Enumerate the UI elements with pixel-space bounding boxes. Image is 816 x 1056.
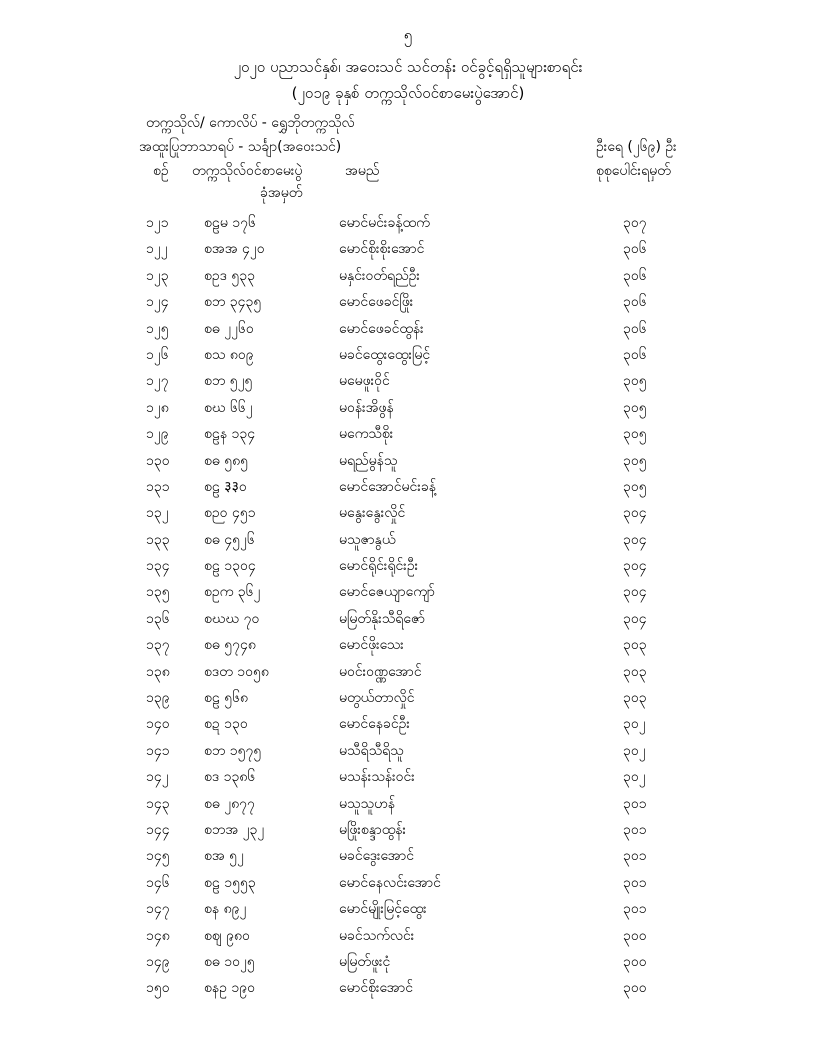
roll-number: စဓ ၅၈၅ bbox=[204, 452, 248, 469]
total-marks: ၃၀၁ bbox=[623, 874, 647, 891]
row-number: ၁၂၂ bbox=[146, 241, 168, 258]
student-name: မဝင်းဝဏ္ဏအောင် bbox=[339, 663, 422, 680]
row-number: ၁၄၉ bbox=[146, 953, 170, 970]
roll-number: စသ ၈၀၉ bbox=[204, 346, 254, 363]
roll-number: စဉဝ ၄၅၁ bbox=[204, 505, 256, 522]
student-name: မသန်းသန်းဝင်း bbox=[339, 769, 415, 786]
student-name: မောင်နေလင်းအောင် bbox=[339, 874, 441, 891]
column-header-roll-sub: ခုံအမှတ် bbox=[260, 185, 303, 201]
subject-line: အထူးပြုဘာသာရပ် - သင်္ချာ(အဝေးသင်) bbox=[139, 139, 342, 155]
roll-number: စဒ ၁၃၈၆ bbox=[204, 769, 256, 786]
total-marks: ၃၀၄ bbox=[623, 505, 647, 522]
student-name: မောင်စိုးစိုးအောင် bbox=[339, 241, 425, 258]
document-title: ၂၀၂၀ ပညာသင်နှစ်၊ အဝေးသင် သင်တန်း ဝင်ခွင့်ရရှိသူများစာရင်း bbox=[233, 58, 583, 76]
total-marks: ၃၀၂ bbox=[623, 716, 646, 733]
table-row bbox=[0, 236, 816, 262]
table-row bbox=[0, 448, 816, 474]
table-row bbox=[0, 500, 816, 526]
total-marks: ၃၀၃ bbox=[623, 637, 647, 654]
table-row bbox=[0, 843, 816, 869]
row-number: ၁၄၅ bbox=[146, 848, 170, 865]
roll-number: စဠ ၁၅၅၃ bbox=[204, 874, 256, 891]
row-number: ၁၃၆ bbox=[146, 610, 170, 627]
student-name: မောင်မျိုးမြင့်ထွေး bbox=[339, 901, 427, 918]
total-marks: ၃၀၃ bbox=[623, 663, 647, 680]
student-name: မခင်ဒွေးအောင် bbox=[339, 848, 414, 865]
roll-number: စအအ ၄၂၀ bbox=[204, 241, 265, 258]
table-row bbox=[0, 870, 816, 896]
total-marks: ၃၀၄ bbox=[623, 610, 647, 627]
row-number: ၁၄၁ bbox=[146, 742, 170, 759]
table-row bbox=[0, 659, 816, 685]
row-number: ၁၃၅ bbox=[146, 584, 170, 601]
row-number: ၁၃၀ bbox=[146, 452, 170, 469]
table-row bbox=[0, 368, 816, 394]
table-row bbox=[0, 210, 816, 236]
student-name: မဝန်းအိဖွန် bbox=[339, 399, 394, 416]
total-marks: ၃၀၄ bbox=[623, 584, 647, 601]
student-name: မောင်ဇေယျာကျော် bbox=[339, 584, 435, 601]
total-marks: ၃၀၅ bbox=[623, 373, 647, 390]
roll-number: စဠန ၁၃၄ bbox=[204, 426, 256, 443]
roll-number: စဠ ३३၀ bbox=[204, 478, 247, 495]
total-marks: ၃၀၆ bbox=[623, 294, 647, 311]
table-row bbox=[0, 949, 816, 975]
student-name: မသူဇာနွယ် bbox=[339, 531, 396, 548]
roll-number: စဘအ ၂၃၂ bbox=[204, 821, 265, 838]
column-header-no: စဉ် bbox=[153, 163, 169, 179]
results-table bbox=[0, 210, 816, 1002]
roll-number: စဒတ ၁၀၅၈ bbox=[204, 663, 269, 680]
row-number: ၁၃၉ bbox=[146, 690, 170, 707]
total-marks: ၃၀၅ bbox=[623, 478, 647, 495]
total-marks: ၃၀၂ bbox=[623, 742, 646, 759]
student-name: မောင်အောင်မင်းခန့် bbox=[339, 478, 436, 495]
roll-number: စဥဒ ၅၃၃ bbox=[204, 267, 256, 284]
cutoff-count: ဦးရေ (၂၆၉) ဦး bbox=[596, 139, 677, 155]
total-marks: ၃၀၀ bbox=[623, 980, 647, 997]
student-name: မသီရိသီရိသူ bbox=[339, 742, 404, 759]
student-name: မမြတ်ဖူးငုံ bbox=[339, 953, 391, 970]
roll-number: စဓ ၁၀၂၅ bbox=[204, 953, 255, 970]
student-name: မတွယ်တာလှိုင် bbox=[339, 690, 415, 707]
student-name: မောင်ဖေခင်ဖြိုး bbox=[339, 294, 414, 311]
row-number: ၁၄၈ bbox=[146, 927, 170, 944]
column-header-roll: တက္ကသိုလ်ဝင်စာမေးပွဲ bbox=[192, 163, 303, 179]
document-subtitle: (၂၀၁၉ ခုနှစ် တက္ကသိုလ်ဝင်စာမေးပွဲအောင်) bbox=[291, 84, 525, 102]
table-row bbox=[0, 711, 816, 737]
column-header-marks: စုစုပေါင်းရမှတ် bbox=[596, 163, 671, 179]
student-name: မရည်မွန်သူ bbox=[339, 452, 398, 469]
roll-number: စဥက ၃၆၂ bbox=[204, 584, 261, 601]
table-row bbox=[0, 685, 816, 711]
row-number: ၁၅၀ bbox=[146, 980, 170, 997]
table-row bbox=[0, 764, 816, 790]
roll-number: စဠ ၅၆၈ bbox=[204, 690, 249, 707]
table-row bbox=[0, 738, 816, 764]
roll-number: စဃ ၆၆၂ bbox=[204, 399, 253, 416]
roll-number: စဘ ၃၄၃၅ bbox=[204, 294, 262, 311]
total-marks: ၃၀၅ bbox=[623, 399, 647, 416]
total-marks: ၃၀၅ bbox=[623, 426, 647, 443]
total-marks: ၃၀၆ bbox=[623, 346, 647, 363]
table-row bbox=[0, 395, 816, 421]
total-marks: ၃၀၂ bbox=[623, 769, 646, 786]
student-name: မမေဖူးဝိုင် bbox=[339, 373, 390, 390]
table-row bbox=[0, 342, 816, 368]
row-number: ၁၄၇ bbox=[146, 901, 170, 918]
row-number: ၁၄၆ bbox=[146, 874, 170, 891]
total-marks: ၃၀၀ bbox=[623, 953, 647, 970]
row-number: ၁၄၄ bbox=[146, 821, 170, 838]
student-name: မဖြိုးစန္ဒာထွန်း bbox=[339, 821, 407, 838]
total-marks: ၃၀၁ bbox=[623, 821, 647, 838]
roll-number: စဓ ၂၂၆၀ bbox=[204, 320, 254, 337]
roll-number: စန ၈၉၂ bbox=[204, 901, 247, 918]
student-name: မသူသူဟန် bbox=[339, 795, 396, 812]
total-marks: ၃၀၄ bbox=[623, 531, 647, 548]
roll-number: စဃဃ ၇၀ bbox=[204, 610, 260, 627]
student-name: မောင်ဖေခင်ထွန်း bbox=[339, 320, 424, 337]
student-name: မကေသီစိုး bbox=[339, 426, 394, 443]
student-name: မမြတ်နိုးသီရိဇော် bbox=[339, 610, 426, 627]
student-name: မနှင်းဝတ်ရည်ဦး bbox=[339, 267, 420, 284]
row-number: ၁၂၅ bbox=[146, 320, 169, 337]
table-row bbox=[0, 632, 816, 658]
total-marks: ၃၀၁ bbox=[623, 901, 647, 918]
total-marks: ၃၀၆ bbox=[623, 320, 647, 337]
row-number: ၁၄၃ bbox=[146, 795, 170, 812]
row-number: ၁၂၉ bbox=[146, 426, 169, 443]
table-row bbox=[0, 263, 816, 289]
row-number: ၁၂၈ bbox=[146, 399, 169, 416]
roll-number: စဘ ၅၂၅ bbox=[204, 373, 253, 390]
roll-number: စဓ ၅၇၄၈ bbox=[204, 637, 256, 654]
student-name: မောင်မင်းခန့်ထက် bbox=[339, 215, 430, 231]
table-row bbox=[0, 289, 816, 315]
total-marks: ၃၀၇ bbox=[623, 215, 647, 231]
roll-number: စအ ၅၂ bbox=[204, 848, 244, 865]
total-marks: ၃၀၃ bbox=[623, 690, 647, 707]
table-row bbox=[0, 579, 816, 605]
roll-number: စဓ ၄၅၂၆ bbox=[204, 531, 255, 548]
row-number: ၁၂၁ bbox=[146, 215, 169, 231]
row-number: ၁၂၆ bbox=[146, 346, 169, 363]
row-number: ၁၄၂ bbox=[146, 769, 169, 786]
roll-number: စဍ ၁၃၀ bbox=[204, 716, 248, 733]
total-marks: ၃၀၄ bbox=[623, 558, 647, 575]
row-number: ၁၃၈ bbox=[146, 663, 170, 680]
roll-number: စနဥ ၁၉၀ bbox=[204, 980, 255, 997]
roll-number: စဘ ၁၅၇၅ bbox=[204, 742, 262, 759]
row-number: ၁၂၃ bbox=[146, 267, 169, 284]
table-row bbox=[0, 421, 816, 447]
total-marks: ၃၀၀ bbox=[623, 927, 647, 944]
row-number: ၁၂၄ bbox=[146, 294, 169, 311]
table-row bbox=[0, 896, 816, 922]
row-number: ၁၃၇ bbox=[146, 637, 170, 654]
row-number: ၁၃၄ bbox=[146, 558, 170, 575]
row-number: ၁၃၂ bbox=[146, 505, 169, 522]
student-name: မောင်စိုးအောင် bbox=[339, 980, 413, 997]
row-number: ၁၃၁ bbox=[146, 478, 170, 495]
student-name: မောင်ဖိုးသေး bbox=[339, 637, 404, 654]
student-name: မခင်ထွေးထွေးမြင့် bbox=[339, 346, 431, 363]
row-number: ၁၃၃ bbox=[146, 531, 170, 548]
table-row bbox=[0, 553, 816, 579]
total-marks: ၃၀၁ bbox=[623, 848, 647, 865]
roll-number: စဠမ ၁၇၆ bbox=[204, 215, 256, 231]
page-number: ၅ bbox=[403, 26, 413, 44]
student-name: မနွေးနွေးလှိုင် bbox=[339, 505, 406, 522]
roll-number: စဠ ၁၃၀၄ bbox=[204, 558, 256, 575]
university-line: တက္ကသိုလ်/ ကောလိပ် - ရွှေဘိုတက္ကသိုလ် bbox=[146, 115, 355, 131]
table-row bbox=[0, 817, 816, 843]
student-name: မောင်နေခင်ဦး bbox=[339, 716, 410, 733]
table-row bbox=[0, 527, 816, 553]
roll-number: စဈ ၉၈၀ bbox=[204, 927, 250, 944]
table-row bbox=[0, 316, 816, 342]
table-row bbox=[0, 923, 816, 949]
table-row bbox=[0, 474, 816, 500]
total-marks: ၃၀၁ bbox=[623, 795, 647, 812]
row-number: ၁၂၇ bbox=[146, 373, 169, 390]
table-row bbox=[0, 606, 816, 632]
student-name: မောင်ရိုင်းရိုင်းဦး bbox=[339, 558, 419, 575]
total-marks: ၃၀၆ bbox=[623, 267, 647, 284]
row-number: ၁၄၀ bbox=[146, 716, 170, 733]
total-marks: ၃၀၆ bbox=[623, 241, 647, 258]
table-row bbox=[0, 791, 816, 817]
column-header-name: အမည် bbox=[345, 163, 380, 179]
student-name: မခင်သက်လင်း bbox=[339, 927, 415, 944]
total-marks: ၃၀၅ bbox=[623, 452, 647, 469]
roll-number: စဓ ၂၈၇၇ bbox=[204, 795, 255, 812]
table-row bbox=[0, 975, 816, 1001]
